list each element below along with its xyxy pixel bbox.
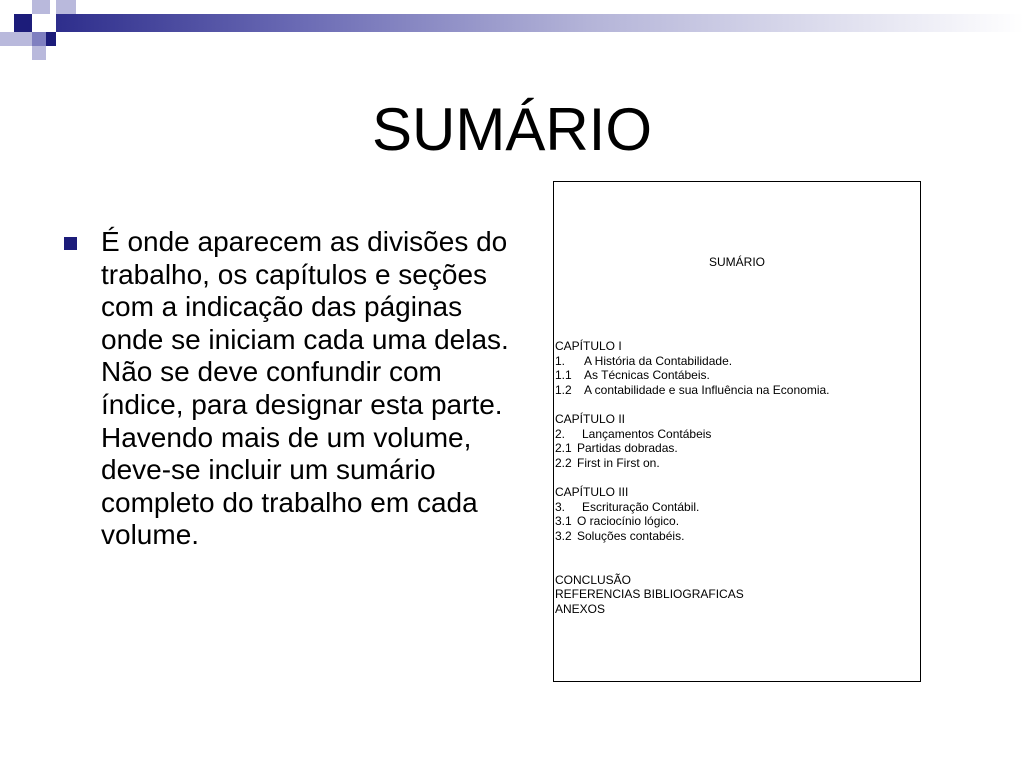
slide-title: SUMÁRIO [371,96,653,163]
toc-entry-number: 2.1 [555,441,572,456]
toc-entry-number: 1.1 [555,368,572,383]
toc-entry-text: Partidas dobradas. [577,441,678,456]
toc-entry [555,383,917,398]
toc-entry-text: Escrituração Contábil. [582,499,700,514]
bullet-list [60,226,510,552]
decor-square-light [56,0,76,14]
toc-spacer [555,397,917,412]
toc-entry-text: Lançamentos Contábeis [582,426,712,441]
decor-square-light [0,32,14,46]
decor-square-light [32,46,46,60]
decor-square-mid [32,32,46,46]
toc-entry [555,514,917,529]
document-heading: SUMÁRIO [708,255,765,269]
toc-entry [555,500,917,515]
toc-closing-item: ANEXOS [555,601,606,616]
toc-spacer [555,470,917,485]
toc-entry-number: 3.1 [555,514,572,529]
toc-closing-item: REFERENCIAS BIBLIOGRAFICAS [555,587,744,602]
toc-entry-number: 1. [555,353,566,368]
square-bullet-icon [64,237,77,250]
toc-closing-item: CONCLUSÃO [555,572,632,587]
toc-entry-number: 2.2 [555,455,572,470]
toc-entry-text: Soluções contabéis. [577,528,685,543]
toc-entry [555,427,917,442]
document-preview [553,181,921,682]
toc-entry [555,441,917,456]
toc-entry-number: 1.2 [555,382,572,397]
decor-square-light [32,0,50,14]
table-of-contents [555,339,917,616]
toc-entry [555,368,917,383]
toc-entry-text: O raciocínio lógico. [577,514,680,529]
toc-chapter-title: CAPÍTULO II [555,411,626,426]
toc-chapter-title: CAPÍTULO I [555,339,622,353]
toc-chapter-title: CAPÍTULO III [555,484,629,499]
header-gradient-bar [56,14,1024,32]
toc-entry-number: 3. [555,499,566,514]
toc-entry-text: First in First on. [577,455,660,470]
toc-entry [555,529,917,544]
toc-entry [555,354,917,369]
toc-entry-number: 3.2 [555,528,572,543]
toc-entry-text: A contabilidade e sua Influência na Economia. [584,382,830,397]
toc-entry-number: 2. [555,426,566,441]
decor-square-dark [46,32,56,46]
bullet-text: É onde aparecem as divisões do trabalho, os capítulos e seções com a indicação das páginas onde se iniciam cada uma delas. Não se deve confundir com índice, para designar esta parte. Havendo mais de um volume, deve-se incluir um sumário completo do trabalho em cada volume. [101,226,509,551]
decor-square-light [14,32,32,46]
decor-square-dark [14,14,32,32]
toc-spacer [555,543,917,572]
toc-entry-text: A História da Contabilidade. [584,353,733,368]
toc-entry-text: As Técnicas Contábeis. [584,368,710,383]
toc-entry [555,456,917,471]
